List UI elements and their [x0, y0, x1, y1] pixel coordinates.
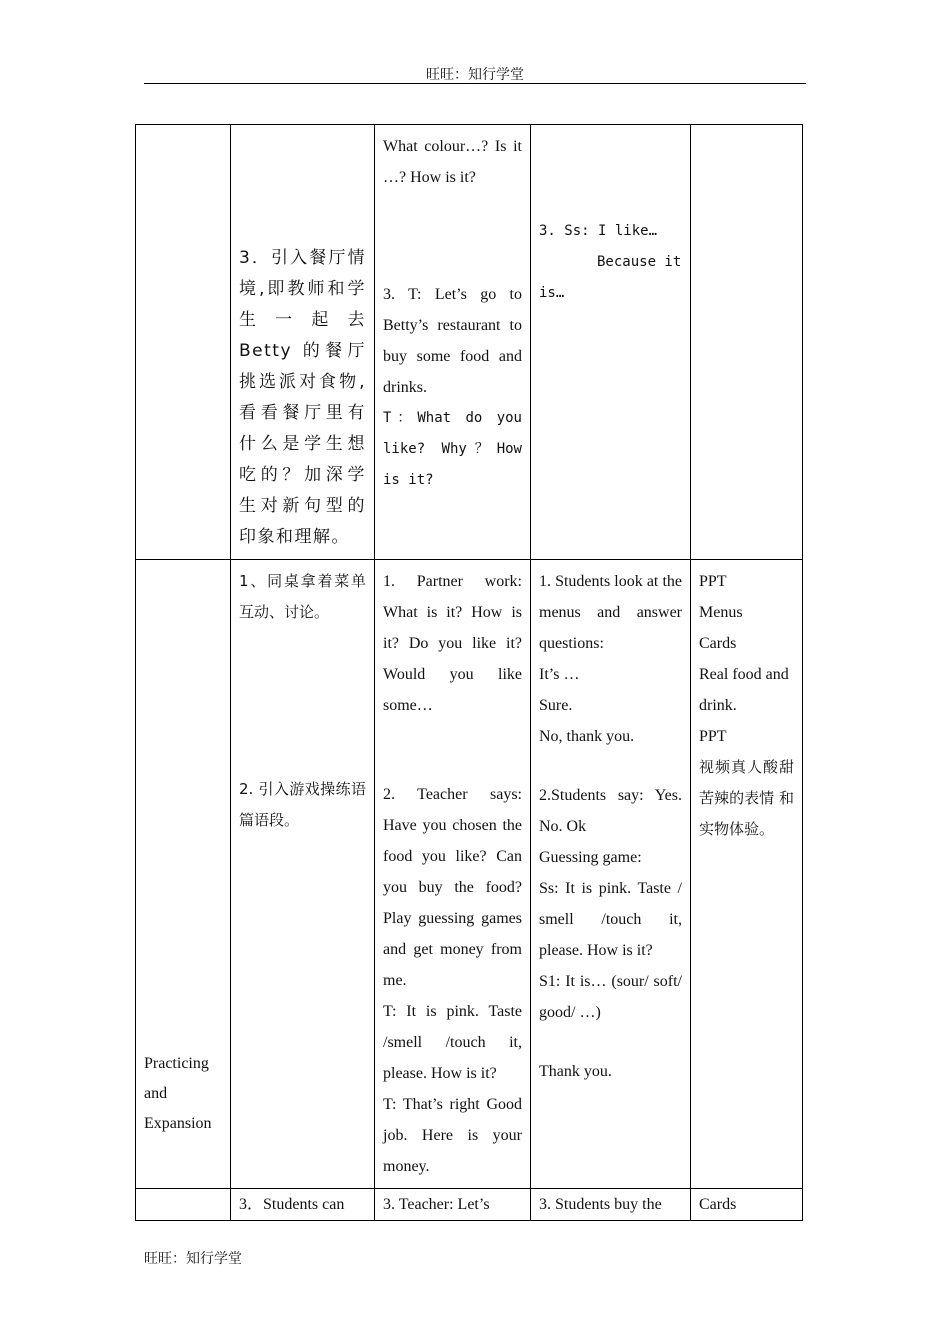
student-text: 1. Students look at the menus and answer questions:	[539, 573, 682, 652]
resource-text: Cards	[699, 635, 737, 652]
resource-cell	[691, 125, 803, 560]
student-activity-cell	[531, 125, 691, 560]
resource-text: Cards	[699, 1196, 737, 1213]
design-text: 3．Students can	[239, 1196, 345, 1213]
teacher-text: 2. Teacher says: Have you chosen the food you like? Can you buy the food? Play guessing games and get money from me.	[383, 786, 522, 989]
design-text: 1、同桌拿着菜单互动、讨论。	[239, 572, 366, 621]
resource-text: PPT	[699, 728, 727, 745]
teacher-activity-cell	[375, 125, 531, 560]
teacher-text: T：What do you like? Why？How is it?	[383, 410, 522, 488]
resource-cell	[691, 560, 803, 1189]
student-text: Ss: It is pink. Taste / smell /touch it, please. How is it?	[539, 880, 682, 959]
student-text: Because it is…	[539, 254, 682, 301]
resource-text: 视频真人酸甜苦辣的表情 和实物体验。	[699, 758, 794, 838]
student-text: Sure.	[539, 697, 573, 714]
design-cell	[231, 125, 375, 560]
teacher-text: T: It is pink. Taste /smell /touch it, please. How is it?	[383, 1003, 522, 1082]
stage-cell	[136, 560, 231, 1189]
teacher-text: What colour…? Is it …? How is it?	[383, 138, 522, 186]
teacher-text: 3. Teacher: Let’s	[383, 1196, 490, 1213]
page-footer: 旺旺：知行学堂	[144, 1252, 242, 1267]
student-text: Guessing game:	[539, 849, 642, 866]
header-divider	[144, 83, 806, 84]
stage-label: Practicing and Expansion	[144, 1055, 212, 1132]
resource-text: PPT	[699, 573, 727, 590]
table-row	[136, 560, 803, 1189]
stage-cell	[136, 125, 231, 560]
teacher-text: T: That’s right Good job. Here is your money.	[383, 1096, 522, 1175]
student-text: Thank you.	[539, 1063, 612, 1080]
design-text: 2. 引入游戏操练语篇语段。	[239, 780, 366, 829]
table-row	[136, 1189, 803, 1221]
teacher-text: 3. T: Let’s go to Betty’s restaurant to buy some food and drinks.	[383, 286, 522, 396]
student-text: S1: It is… (sour/ soft/ good/ …)	[539, 973, 682, 1021]
design-text: 3．引入餐厅情境,即教师和学生 一 起 去Betty 的餐厅挑选派对食物,看看餐厅里有什么是学生想吃的？加深学生对新句型的印象和理解。	[239, 248, 366, 547]
resource-text: Menus	[699, 604, 743, 621]
student-activity-cell	[531, 560, 691, 1189]
resource-text: Real food and drink.	[699, 666, 789, 714]
resource-cell	[691, 1189, 803, 1221]
design-cell	[231, 1189, 375, 1221]
table-row	[136, 125, 803, 560]
lesson-plan-table	[135, 124, 803, 1221]
teacher-text: 1. Partner work: What is it? How is it? Do you like it? Would you like some…	[383, 573, 522, 714]
stage-cell	[136, 1189, 231, 1221]
student-text: 3. Students buy the	[539, 1196, 662, 1213]
student-text: 3. Ss: I like…	[539, 223, 658, 239]
teacher-activity-cell	[375, 560, 531, 1189]
teacher-activity-cell	[375, 1189, 531, 1221]
page-header: 旺旺：知行学堂	[426, 68, 524, 83]
student-text: No, thank you.	[539, 728, 635, 745]
student-activity-cell	[531, 1189, 691, 1221]
student-text: It’s …	[539, 666, 580, 683]
design-cell	[231, 560, 375, 1189]
student-text: 2.Students say: Yes. No. Ok	[539, 787, 682, 835]
